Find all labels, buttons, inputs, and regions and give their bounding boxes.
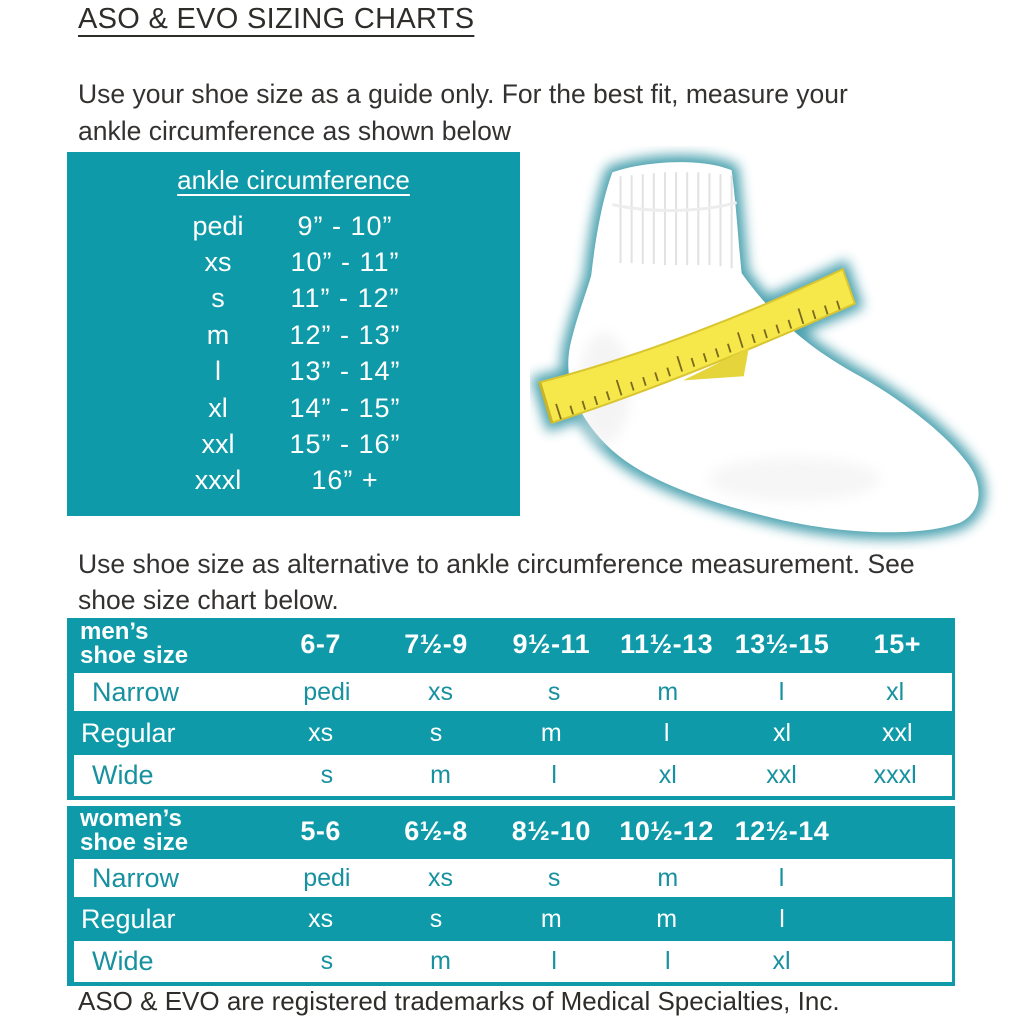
table-row-regular xyxy=(67,714,955,752)
ankle-circumference-chart xyxy=(67,152,520,516)
size-label: xl xyxy=(208,392,228,423)
intro-text xyxy=(78,76,848,150)
ankle-chart-row xyxy=(67,281,520,317)
size-label: xxxl xyxy=(194,465,242,496)
size-cell: l xyxy=(778,863,785,892)
size-cell: s xyxy=(547,677,561,706)
column-header: 13½-15 xyxy=(734,628,830,659)
ankle-chart-rows xyxy=(67,208,520,499)
table-row-narrow xyxy=(74,673,952,711)
size-cell: m xyxy=(430,761,451,789)
table-row-wide xyxy=(74,941,952,982)
ankle-chart-row xyxy=(67,390,520,426)
size-range: 14” - 15” xyxy=(289,392,401,423)
size-label: l xyxy=(215,356,221,387)
trademark-footer: ASO & EVO are registered trademarks of Medical Specialties, Inc. xyxy=(78,986,840,1016)
alt-note-line-1: Use shoe size as alternative to ankle circumference measurement. See xyxy=(78,549,915,579)
size-cell: pedi xyxy=(303,863,351,892)
ankle-chart-row xyxy=(67,463,520,499)
size-cell: m xyxy=(657,863,679,892)
size-cell: m xyxy=(430,947,451,975)
size-cell: l xyxy=(779,904,785,933)
size-cell: xl xyxy=(772,947,791,975)
size-cell: s xyxy=(429,718,443,747)
womens-shoe-size-table xyxy=(67,806,955,986)
column-header: 5-6 xyxy=(300,815,341,846)
size-cell: xl xyxy=(886,677,905,706)
size-cell: xl xyxy=(658,761,677,789)
mens-shoe-size-table xyxy=(67,618,955,800)
size-cell: m xyxy=(540,718,562,747)
size-label: xs xyxy=(204,247,232,278)
size-cell: l xyxy=(663,718,670,747)
mens-table-header xyxy=(67,618,955,670)
row-label: Wide xyxy=(92,946,154,976)
ankle-chart-row xyxy=(67,244,520,280)
size-range: 10” - 11” xyxy=(290,247,400,278)
alt-note-line-2: shoe size chart below. xyxy=(78,585,339,615)
size-cell: s xyxy=(547,863,561,892)
column-header: 15+ xyxy=(873,628,921,659)
row-label: Regular xyxy=(81,903,176,934)
ankle-chart-row xyxy=(67,208,520,244)
intro-line-1: Use your shoe size as a guide only. For the best fit, measure your xyxy=(78,79,848,109)
column-header: 7½-9 xyxy=(404,628,468,659)
ankle-chart-row xyxy=(67,317,520,353)
table-row-narrow xyxy=(74,859,952,897)
row-label: Narrow xyxy=(92,676,180,707)
size-cell: xxl xyxy=(766,761,797,789)
size-cell: l xyxy=(551,761,557,789)
size-cell: xs xyxy=(427,863,453,892)
size-label: s xyxy=(211,283,225,314)
size-cell: l xyxy=(778,677,785,706)
sock-foot-illustration xyxy=(568,162,978,532)
size-cell: pedi xyxy=(303,677,351,706)
size-cell: m xyxy=(656,904,678,933)
size-cell: s xyxy=(320,761,334,789)
womens-table-header xyxy=(67,806,955,856)
size-cell: l xyxy=(551,947,557,975)
column-header: 10½-12 xyxy=(619,815,714,846)
row-label: Wide xyxy=(92,760,154,790)
column-header: 9½-11 xyxy=(512,628,591,659)
column-header: 12½-14 xyxy=(734,815,830,846)
ankle-chart-row xyxy=(67,426,520,462)
size-cell: xs xyxy=(427,677,453,706)
row-label: Narrow xyxy=(92,862,180,893)
size-label: xxl xyxy=(201,429,235,460)
mens-table-title: men’s shoe size xyxy=(80,618,189,669)
size-cell: xl xyxy=(772,718,792,747)
size-range: 11” - 12” xyxy=(290,283,400,314)
ankle-chart-title: ankle circumference xyxy=(177,165,410,195)
ankle-measurement-photo xyxy=(530,146,1008,550)
size-range: 9” - 10” xyxy=(297,210,393,241)
column-header: 8½-10 xyxy=(511,815,591,846)
size-label: m xyxy=(206,319,230,350)
column-header: 6-7 xyxy=(300,628,341,659)
page-title: ASO & EVO SIZING CHARTS xyxy=(78,3,475,35)
column-header: 6½-8 xyxy=(404,815,468,846)
size-cell: xs xyxy=(308,904,334,933)
size-range: 16” + xyxy=(311,465,379,496)
size-cell: xs xyxy=(308,718,334,747)
size-cell: l xyxy=(665,947,671,975)
size-cell: s xyxy=(429,904,443,933)
column-header: 11½-13 xyxy=(620,628,714,659)
size-cell: xxl xyxy=(882,718,913,747)
table-row-regular xyxy=(67,900,955,938)
womens-table-title: women’s shoe size xyxy=(80,805,189,856)
size-range: 12” - 13” xyxy=(289,319,401,350)
size-cell: xxxl xyxy=(873,761,917,789)
intro-line-2: ankle circumference as shown below xyxy=(78,116,512,146)
ankle-chart-row xyxy=(67,354,520,390)
alternative-note xyxy=(78,546,915,618)
size-label: pedi xyxy=(192,210,244,241)
size-cell: m xyxy=(657,677,679,706)
table-row-wide xyxy=(74,755,952,796)
size-range: 13” - 14” xyxy=(289,356,401,387)
size-cell: s xyxy=(320,947,334,975)
size-range: 15” - 16” xyxy=(289,429,401,460)
size-cell: m xyxy=(540,904,562,933)
row-label: Regular xyxy=(81,717,176,748)
